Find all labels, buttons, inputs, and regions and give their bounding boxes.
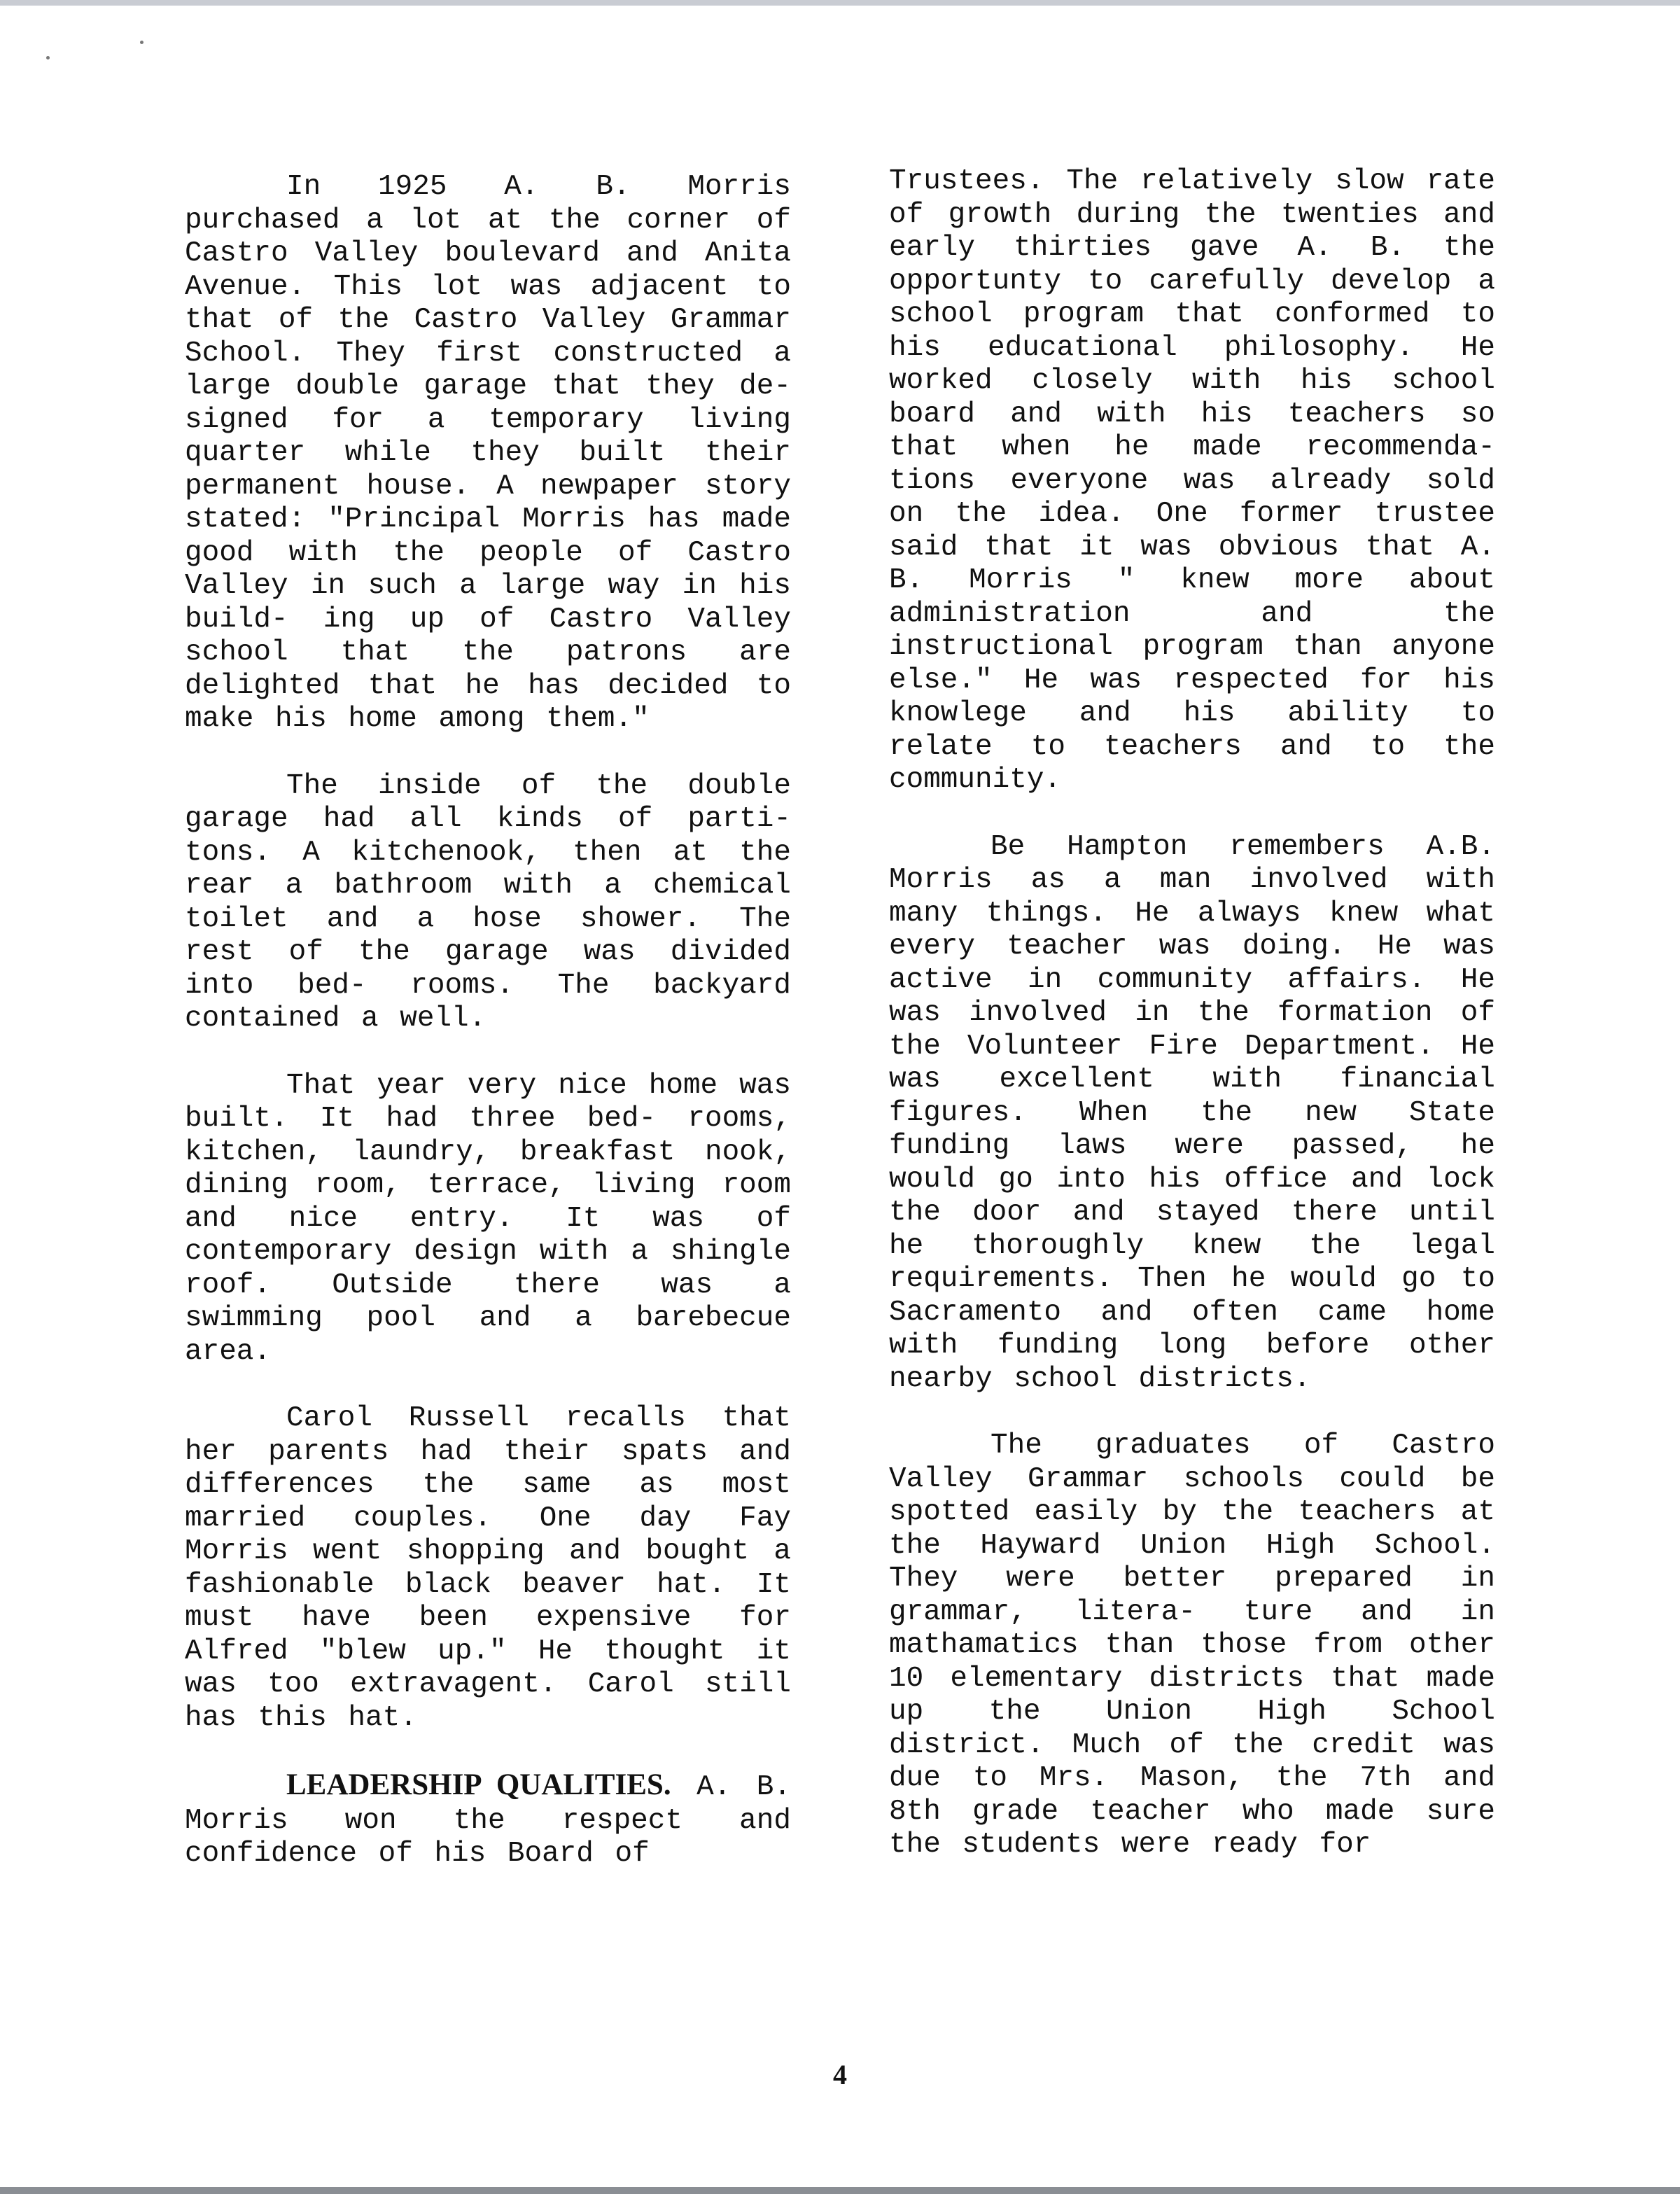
paragraph: The inside of the double garage had all kinds of parti- tons. A kitchenook, then at the rear a bathroom with a chemical toilet and a hose shower. The rest of the garage was divided into bed- rooms. The backyard contained a well. — [185, 769, 791, 1035]
right-column — [889, 165, 1495, 1896]
scan-top-edge — [0, 0, 1680, 6]
leadership-paragraph — [185, 1768, 791, 1871]
page-number: 4 — [833, 2059, 847, 2090]
paragraph: Carol Russell recalls that her parents had their spats and differences the same as most married couples. One day Fay Morris went shopping and bought a fashionable black beaver hat. It must have been expensive for Alfred "blew up." He thought it was too extravagent. Carol still has this hat. — [185, 1402, 791, 1734]
left-column — [185, 171, 791, 1905]
paragraph: In 1925 A. B. Morris purchased a lot at the corner of Castro Valley boulevard and Anita Avenue. This lot was adjacent to that of the Castro Valley Grammar School. They first constructed a large double garage that they de- signed for a temporary living quarter while they built their permanent house. A newpaper story stated: "Principal Morris has made good with the people of Castro Valley in such a large way in his build- ing up of Castro Valley school that the patrons are delighted that he has decided to make his home among them." — [185, 171, 791, 735]
paragraph: Trustees. The relatively slow rate of growth during the twenties and early thirties gave A. B. the opportunty to carefully develop a school program that conformed to his educational philosophy. He worked closely with his school board and with his teachers so that when he made recommenda- tions everyone was already sold on the idea. One former trustee said that it was obvious that A. B. Morris " knew more about administration and the instructional program than anyone else." He was respected for his knowlege and his ability to relate to teachers and to the community. — [889, 165, 1495, 796]
scan-bottom-edge — [0, 2187, 1680, 2194]
paragraph: Be Hampton remembers A.B. Morris as a man involved with many things. He always knew what every teacher was doing. He was active in community affairs. He was involved in the formation of the Volunteer Fire Department. He was excellent with financial figures. When the new State funding laws were passed, he would go into his office and lock the door and stayed there until he thoroughly knew the legal requirements. Then he would go to Sacramento and often came home with funding long before other nearby school districts. — [889, 830, 1495, 1395]
paragraph: The graduates of Castro Valley Grammar schools could be spotted easily by the teachers at the Hayward Union High School. They were better prepared in grammar, litera- ture and in mathamatics than those from other 10 elementary districts that made up the Union High School district. Much of the credit was due to Mrs. Mason, the 7th and 8th grade teacher who made sure the students were ready for — [889, 1430, 1495, 1861]
section-heading: LEADERSHIP QUALITIES. — [286, 1768, 671, 1801]
scan-speck — [140, 41, 144, 44]
paragraph: That year very nice home was built. It had three bed- rooms, kitchen, laundry, breakfast nook, dining room, terrace, living room and nice entry. It was of contemporary design with a shingle roof. Outside there was a swimming pool and a barebecue area. — [185, 1069, 791, 1368]
scan-speck — [46, 56, 50, 60]
paragraph-text: A. B. Morris won the respect and confidence of his Board of — [185, 1771, 792, 1870]
